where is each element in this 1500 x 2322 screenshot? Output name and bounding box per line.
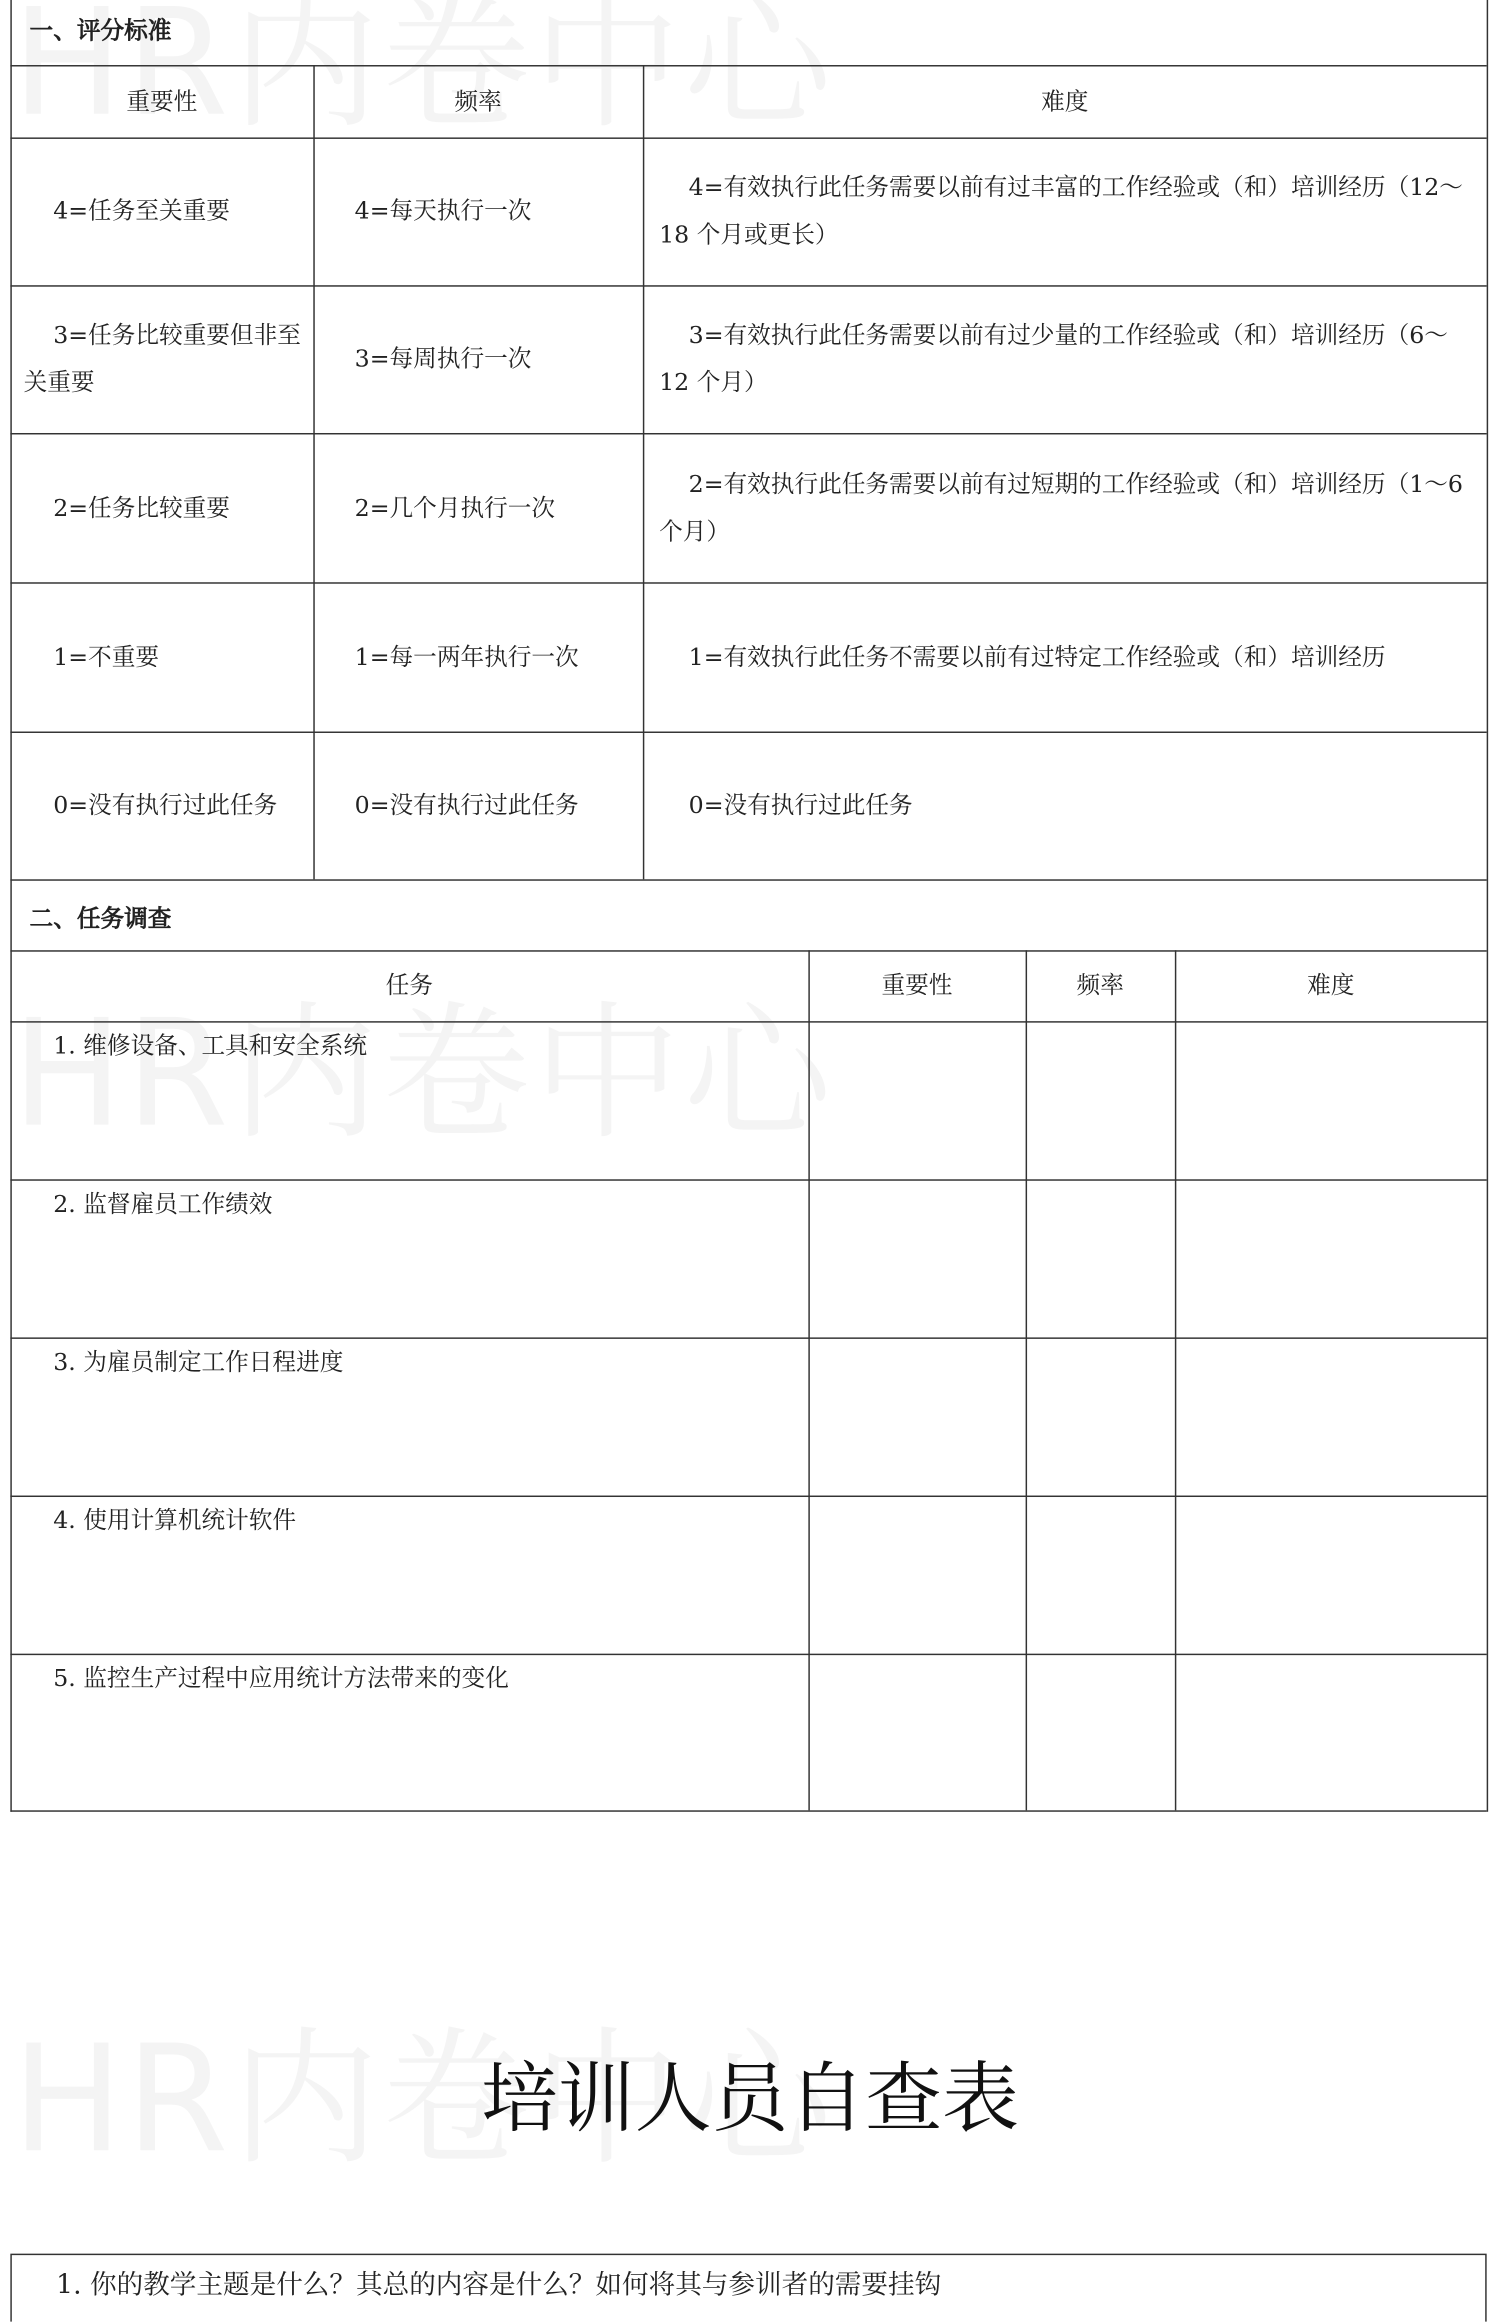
frequency-0: 0=没有执行过此任务 bbox=[354, 790, 579, 819]
header-difficulty: 难度 bbox=[1041, 86, 1089, 115]
importance-0: 0=没有执行过此任务 bbox=[53, 790, 278, 819]
task-item-5: 5. 监控生产过程中应用统计方法带来的变化 bbox=[53, 1664, 509, 1693]
page-title: 培训人员自查表 bbox=[481, 2055, 1019, 2145]
difficulty-1: 1=有效执行此任务不需要以前有过特定工作经验或（和）培训经历 bbox=[688, 642, 1386, 671]
frequency-3: 3=每周执行一次 bbox=[354, 344, 532, 373]
difficulty-3: 3=有效执行此任务需要以前有过少量的工作经验或（和）培训经历（6～12 个月） bbox=[659, 320, 1448, 397]
header-task-importance: 重要性 bbox=[881, 970, 953, 999]
difficulty-4: 4=有效执行此任务需要以前有过丰富的工作经验或（和）培训经历（12～18 个月或更长） bbox=[659, 172, 1463, 249]
importance-3: 3=任务比较重要但非至关重要 bbox=[23, 320, 301, 397]
header-task-difficulty: 难度 bbox=[1307, 970, 1355, 999]
task-item-3: 3. 为雇员制定工作日程进度 bbox=[53, 1347, 344, 1376]
frequency-4: 4=每天执行一次 bbox=[354, 196, 532, 225]
task-item-1: 1. 维修设备、工具和安全系统 bbox=[53, 1031, 368, 1060]
task-item-2: 2. 监督雇员工作绩效 bbox=[53, 1189, 273, 1218]
task-item-4: 4. 使用计算机统计软件 bbox=[53, 1505, 297, 1534]
question-1: 1. 你的教学主题是什么？其总的内容是什么？如何将其与参训者的需要挂钩 bbox=[56, 2269, 942, 2301]
header-task-frequency: 频率 bbox=[1076, 970, 1124, 999]
importance-1: 1=不重要 bbox=[53, 642, 160, 671]
header-frequency: 频率 bbox=[454, 86, 502, 115]
difficulty-2: 2=有效执行此任务需要以前有过短期的工作经验或（和）培训经历（1～6 个月） bbox=[659, 469, 1463, 545]
section2-title: 二、任务调查 bbox=[29, 904, 172, 933]
frequency-2: 2=几个月执行一次 bbox=[354, 492, 556, 521]
header-importance: 重要性 bbox=[126, 86, 198, 115]
section1-title: 一、评分标准 bbox=[29, 16, 172, 45]
importance-2: 2=任务比较重要 bbox=[53, 492, 230, 521]
difficulty-0: 0=没有执行过此任务 bbox=[688, 790, 913, 819]
importance-4: 4=任务至关重要 bbox=[53, 196, 230, 225]
header-task: 任务 bbox=[385, 970, 433, 999]
frequency-1: 1=每一两年执行一次 bbox=[354, 642, 579, 671]
